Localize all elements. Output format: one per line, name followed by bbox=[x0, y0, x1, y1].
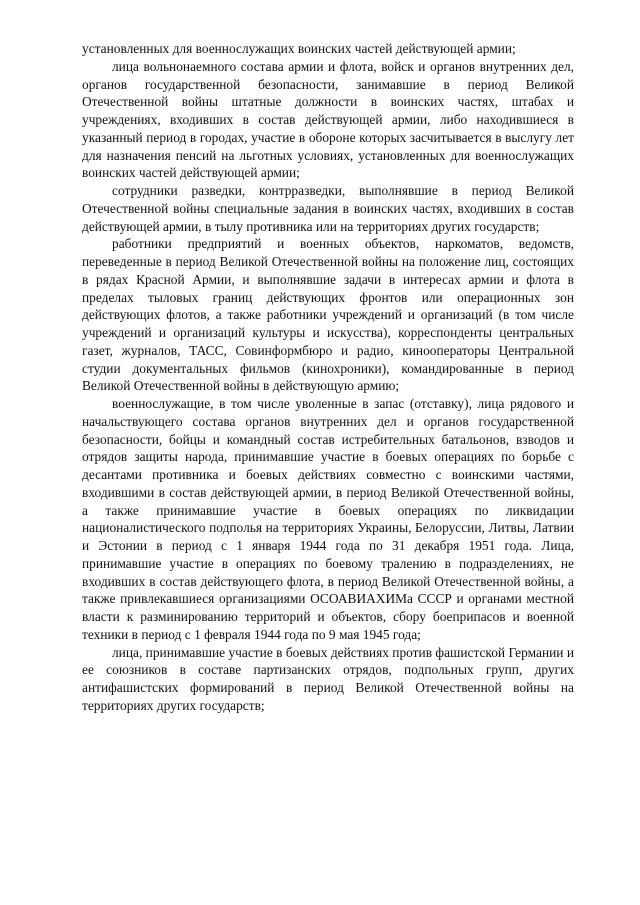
paragraph-intelligence-officers: сотрудники разведки, контрразведки, выполнявшие в период Великой Отечественной войны специальные задания в воинских частях, входивших в состав действующей армии, в тылу противника или на территориях других государств; bbox=[82, 183, 574, 234]
paragraph-enterprise-workers: работники предприятий и военных объектов, наркоматов, ведомств, переведенные в период Великой Отечественной войны на положение лиц, состоящих в рядах Красной Армии, и выполнявшие задачи в интересах армии и флота в пределах тыловых границ действующих фронтов или операционных зон действующих флотов, а также работники учреждений и организаций (в том числе учреждений и организаций культуры и искусства), корреспонденты центральных газет, журналов, ТАСС, Совинформбюро и радио, кинооператоры Центральной студии документальных фильмов (кинохроники), командированные в период Великой Отечественной войны в действующую армию; bbox=[82, 236, 574, 394]
paragraph-civilian-staff: лица вольнонаемного состава армии и флота, войск и органов внутренних дел, органов государственной безопасности, занимавшие в период Великой Отечественной войны штатные должности в воинских частях, штабах и учреждениях, входивших в состав действующей армии, либо находившиеся в указанный период в городах, участие в обороне которых засчитывается в выслугу лет для назначения пенсий на льготных условиях, установленных для военнослужащих воинских частей действующей армии; bbox=[82, 58, 574, 181]
paragraph-servicemen: военнослужащие, в том числе уволенные в запас (отставку), лица рядового и начальствующего состава органов внутренних дел и органов государственной безопасности, бойцы и командный состав истребительных батальонов, взводов и отрядов защиты народа, принимавшие участие в боевых операциях по борьбе с десантами противника и боевых действиях совместно с воинскими частями, входившими в состав действующей армии, в период Великой Отечественной войны, а также принимавшие участие в боевых операциях по ликвидации националистического подполья на территориях Украины, Белоруссии, Литвы, Латвии и Эстонии в период с 1 января 1944 года по 31 декабря 1951 года. Лица, принимавшие участие в операциях по боевому тралению в подразделениях, не входивших в состав действующего флота, в период Великой Отечественной войны, а также привлекавшиеся организациями ОСОАВИАХИМа СССР и органами местной власти к разминированию территорий и объектов, сбору боеприпасов и военной техники в период с 1 февраля 1944 года по 9 мая 1945 года; bbox=[82, 396, 574, 642]
paragraph-continuation: установленных для военнослужащих воинских частей действующей армии; bbox=[82, 41, 516, 56]
paragraph-partisans: лица, принимавшие участие в боевых действиях против фашистской Германии и ее союзников в составе партизанских отрядов, подпольных групп, других антифашистских формирований в период Великой Отечественной войны на территориях других государств; bbox=[82, 644, 574, 713]
